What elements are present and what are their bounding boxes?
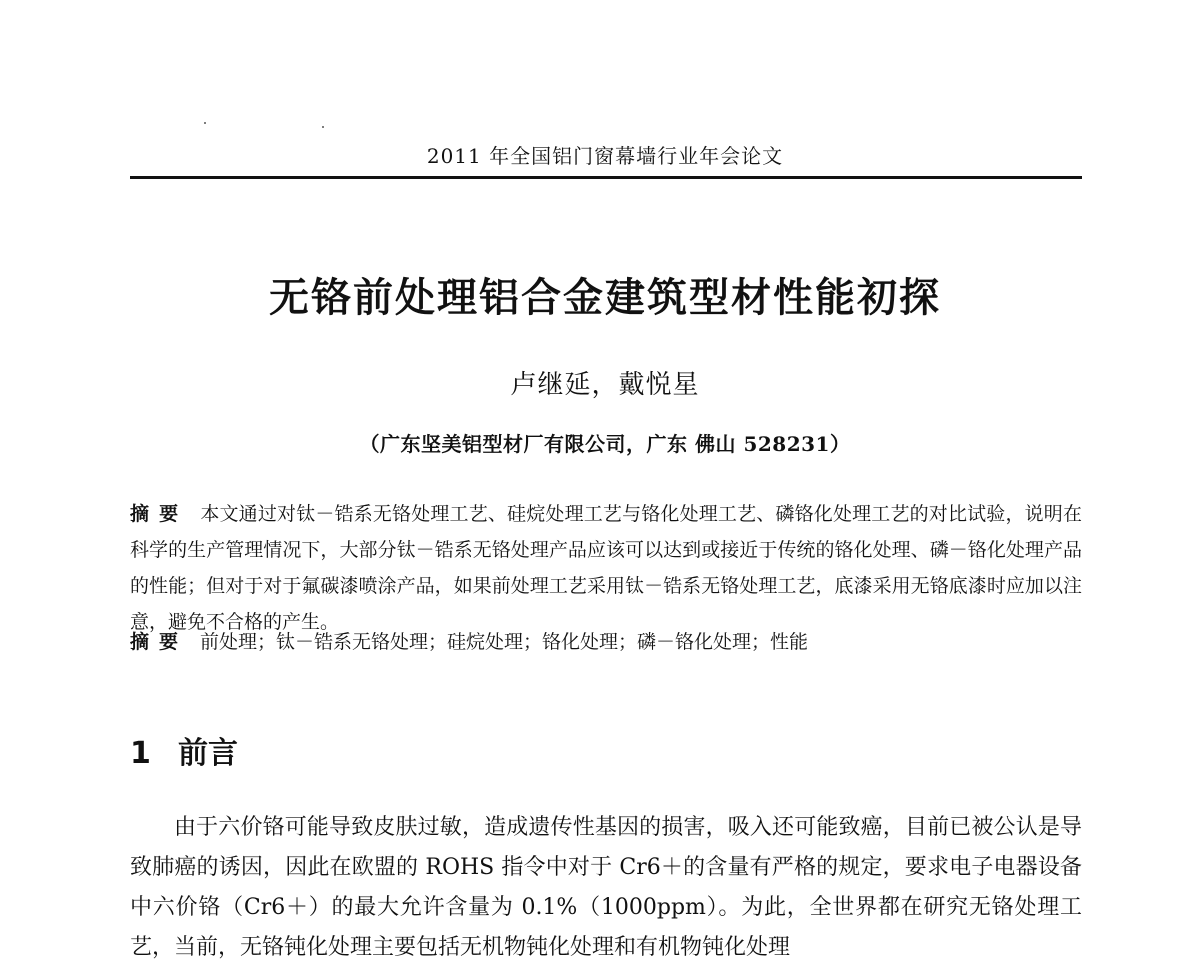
keywords	[130, 624, 1082, 660]
header-rule	[130, 176, 1082, 179]
abstract	[130, 496, 1082, 640]
section-number: 1	[130, 736, 151, 771]
scan-speck	[322, 126, 324, 128]
section-heading	[130, 728, 238, 772]
body-paragraph: 由于六价铬可能导致皮肤过敏，造成遗传性基因的损害，吸入还可能致癌，目前已被公认是导致肺癌的诱因，因此在欧盟的 ROHS 指令中对于 Cr6＋的含量有严格的规定，要求电子电器设备中六价铬（Cr6＋）的最大允许含量为 0.1%（1000ppm）。为此，全世界都在研究无铬处理工艺，当前，无铬钝化处理主要包括无机物钝化处理和有机物钝化处理	[130, 815, 1082, 960]
section-title: 前言	[178, 736, 238, 771]
authors: 卢继延，戴悦星	[510, 370, 700, 400]
abstract-label: 摘要	[130, 503, 189, 525]
abstract-text: 本文通过对钛－锆系无铬处理工艺、硅烷处理工艺与铬化处理工艺、磷铬化处理工艺的对比试验，说明在科学的生产管理情况下，大部分钛－锆系无铬处理产品应该可以达到或接近于传统的铬化处理、磷－铬化处理产品的性能；但对于对于氟碳漆喷涂产品，如果前处理工艺采用钛－锆系无铬处理工艺，底漆采用无铬底漆时应加以注意，避免不合格的产生。	[130, 503, 1082, 633]
scan-speck	[204, 122, 206, 124]
keywords-text: 前处理；钛－锆系无铬处理；硅烷处理；铬化处理；磷－铬化处理；性能	[200, 631, 809, 653]
keywords-label: 摘要	[130, 631, 189, 653]
paper-title: 无铬前处理铝合金建筑型材性能初探	[269, 275, 941, 321]
affiliation: （广东坚美铝型材厂有限公司，广东 佛山 528231）	[359, 432, 851, 456]
running-header: 2011 年全国铝门窗幕墙行业年会论文	[426, 144, 784, 168]
